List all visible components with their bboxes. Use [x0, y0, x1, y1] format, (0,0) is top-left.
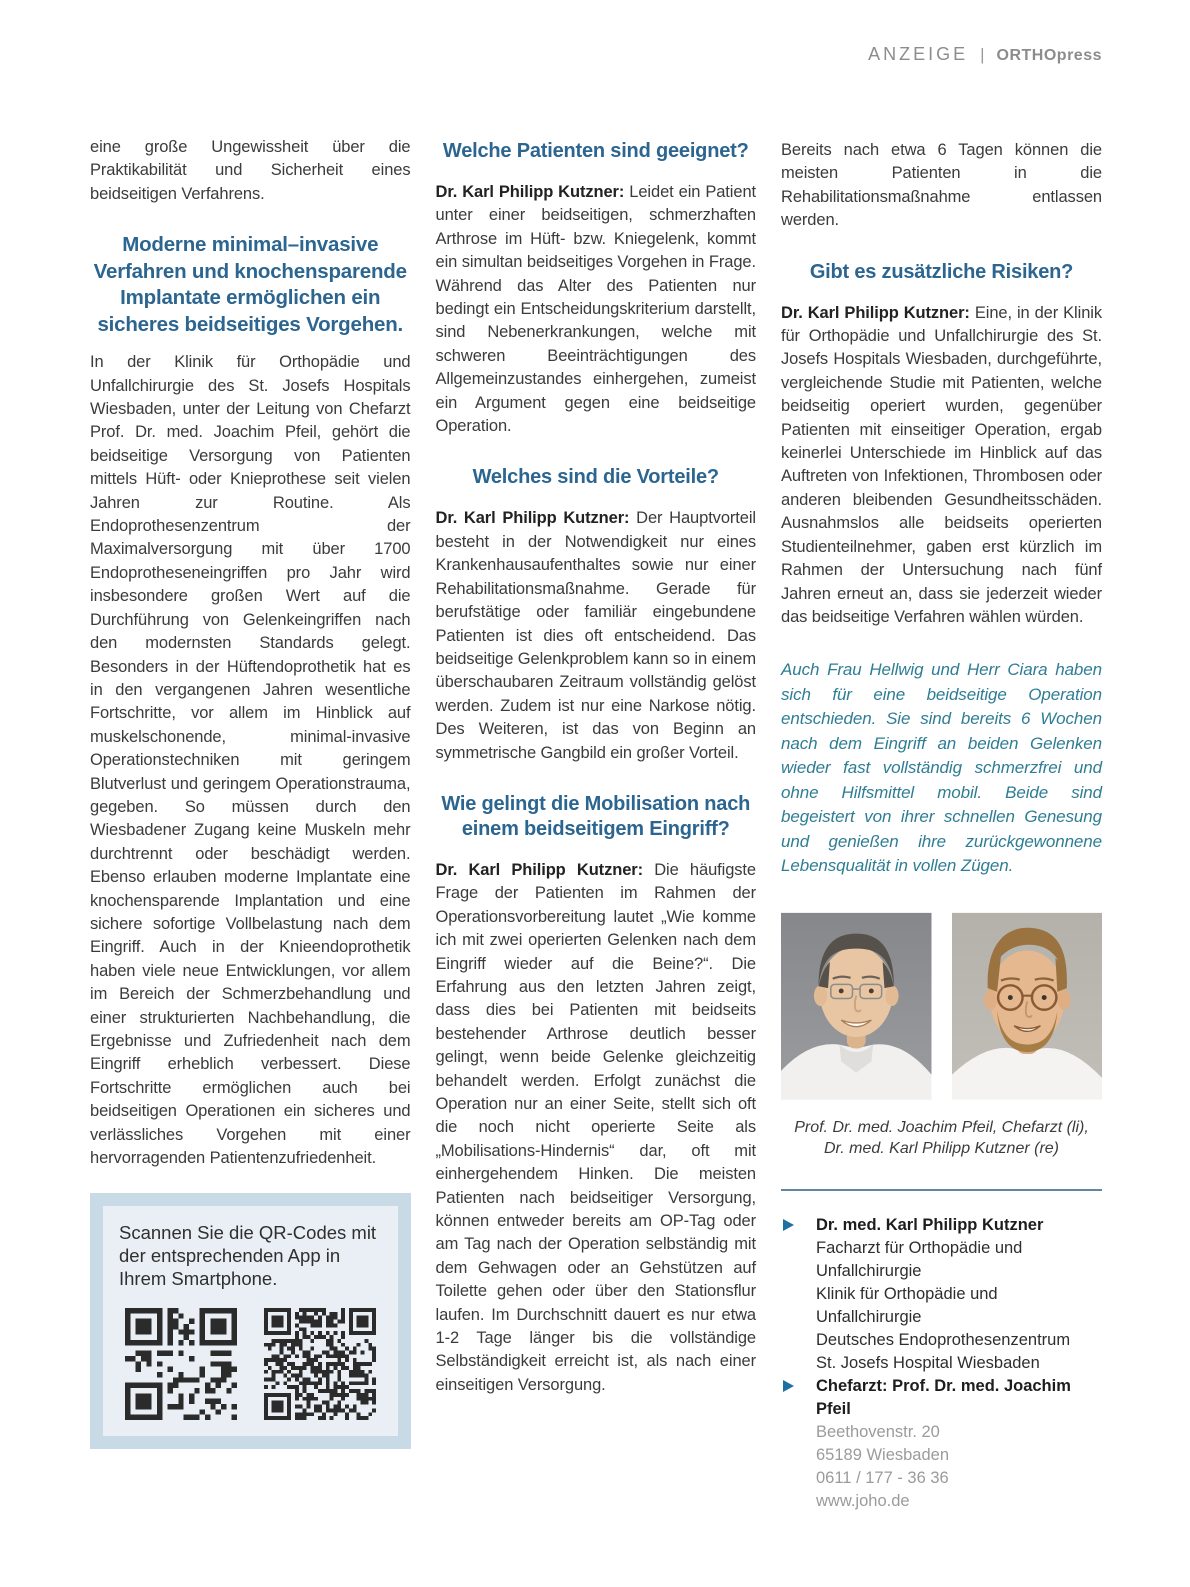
- contact-name-pfeil: Chefarzt: Prof. Dr. med. Joachim Pfeil: [781, 1375, 1102, 1421]
- answer-text: Der Hauptvorteil besteht in der Notwendigkeit nur eines Krankenhausaufenthaltes sowie nur einer Rehabilitationsmaßnahme. Gerade für berufstätige oder familiär eingebundene Patienten ist dies oft entscheidend. Das beidseitige Gelenkproblem kann so in einem überschaubaren Zeitraum vollständig gelöst werden. Zudem ist nur eine Narkose nötig. Des Weiteren, ist das von Beginn an symmetrische Gangbild ein großer Vorteil.: [435, 509, 756, 762]
- contact-block: [781, 1214, 1102, 1513]
- answer-paragraph: [781, 302, 1102, 630]
- photo-caption: [781, 1117, 1102, 1160]
- answer-text: Die häufigste Frage der Patienten im Rahmen der Operationsvorbereitung lautet „Wie komme ich mit zwei operierten Gelenken nach dem Eingriff wieder auf die Beine?“. Die Erfahrung aus den letzten Jahren zeigt, dass dies bei Patienten mit beidseits bestehender Arthrose deutlich besser gelingt, wenn beide Gelenke gleichzeitig behandelt werden. Erfolgt zunächst die Operation nur an einer Seite, stellt sich oft die noch nicht operierte Seite als „Mobilisations-Hindernis“ dar, oft mit einhergehendem Hinken. Die meisten Patienten nach beidseitiger Versorgung, können entweder bereits am OP-Tag oder am Tag nach der Operation selbständig mit dem Gehwagen oder an Gehstützen auf Toilette gehen oder über den Stationsflur laufen. Im Durchschnitt dauert es nur etwa 1-2 Tage länger bis die vollständige Selbständigkeit erreicht ist, als nach einer einseitigen Versorgung.: [435, 860, 756, 1394]
- contact-center: Deutsches Endoprothesenzentrum: [816, 1330, 1071, 1349]
- intro-paragraph: eine große Ungewissheit über die Praktikabilität und Sicherheit eines beidseitigen Verfahrens.: [90, 138, 411, 203]
- qr-codes: [119, 1308, 382, 1420]
- article-columns: [90, 136, 1102, 1513]
- contact-role: Facharzt für Orthopädie und Unfallchirurgie: [816, 1238, 1023, 1280]
- doctor-photos: [781, 907, 1102, 1105]
- body-paragraph: In der Klinik für Orthopädie und Unfallchirurgie des St. Josefs Hospitals Wiesbaden, unter der Leitung von Chefarzt Prof. Dr. med. Joachim Pfeil, gehört die beidseitige Versorgung von Patienten mittels Hüft- oder Knieprothese seit vielen Jahren zur Routine. Als Endoprothesenzentrum der Maximalversorgung mit über 1700 Endoprotheseneingriffen pro Jahr wird insbesondere großen Wert auf die Durchführung von Gelenkeingriffen nach den modernsten Standards gelegt. Besonders in der Hüftendoprothetik hat es in den vergangenen Jahren wesentliche Fortschritte, vor allem im Hinblick auf muskelschonende, minimal-invasive Operationstechniken mit geringem Blutverlust und geringem Operationstrauma, gegeben. So müssen durch den Wiesbadener Zugang keine Muskeln mehr durchtrennt oder beschädigt werden. Ebenso erlauben moderne Implantate eine knochensparende Implantation und eine sichere sofortige Vollbelastung nach dem Eingriff. Auch in der Knieendoprothetik haben viele neue Entwicklungen, vor allem im Bereich der Schmerzbehandlung und einer strukturierten Nachbehandlung, die Ergebnisse und Zufriedenheit nach dem Eingriff erheblich verbessert. Diese Fortschritte ermöglichen auch bei beidseitigen Operationen ein sicheres und verlässliches Vorgehen mit einer hervorragenden Patientenzufriedenheit.: [90, 353, 411, 1168]
- page-header: [868, 44, 1102, 65]
- photo-joachim-pfeil: [781, 907, 932, 1105]
- column-3: [781, 136, 1102, 1513]
- qr-code-left: [125, 1308, 237, 1420]
- caption-line-1: Prof. Dr. med. Joachim Pfeil, Chefarzt (li),: [794, 1118, 1089, 1136]
- contact-hospital: St. Josefs Hospital Wiesbaden: [816, 1353, 1040, 1372]
- contact-divider: [781, 1189, 1102, 1191]
- arrow-icon: [783, 1380, 794, 1392]
- speaker-name: Dr. Karl Philipp Kutzner:: [435, 860, 643, 879]
- contact-phone: 0611 / 177 - 36 36: [816, 1468, 949, 1487]
- answer-paragraph: [436, 507, 757, 764]
- header-separator: |: [980, 45, 985, 64]
- anzeige-label: ANZEIGE: [868, 44, 969, 64]
- answer-text: Eine, in der Klinik für Orthopädie und Unfallchirurgie des St. Josefs Hospitals Wiesbaden, durchgeführte, vergleichende Studie mit Patienten, welche beidseitig operiert wurden, gegenüber Patienten mit einseitiger Operation, ergab keinerlei Unterschiede im Hinblick auf das Auftreten von Infektionen, Thrombosen oder anderen bleibenden Gesundheitsschäden. Ausnahmslos alle beidseits operierten Studienteilnehmer, gaben erst kürzlich im Rahmen der Untersuchung nach fünf Jahren erneut an, dass sie jederzeit wieder das beidseitige Verfahren wählen würden.: [781, 303, 1102, 626]
- column-1: [90, 136, 411, 1513]
- continuation-paragraph: Bereits nach etwa 6 Tagen können die meisten Patienten in die Rehabilitationsmaßnahme entlassen werden.: [781, 141, 1102, 230]
- pull-quote: Moderne minimal–invasive Verfahren und knochensparende Implantate ermöglichen ein sicheres beidseitiges Vorgehen.: [93, 233, 407, 336]
- photo-karl-philipp-kutzner: [952, 907, 1103, 1105]
- question-heading: Welche Patienten sind geeignet?: [442, 140, 749, 162]
- qr-instruction-text: Scannen Sie die QR-Codes mit der entsprechenden App in Ihrem Smartphone.: [119, 1222, 377, 1290]
- contact-name-kutzner: Dr. med. Karl Philipp Kutzner: [781, 1214, 1102, 1237]
- speaker-name: Dr. Karl Philipp Kutzner:: [435, 509, 630, 528]
- qa-section-mobilisation: [436, 792, 757, 1397]
- qa-section-advantages: [436, 465, 757, 764]
- contact-website: www.joho.de: [816, 1491, 910, 1510]
- qr-code-right: [264, 1308, 376, 1420]
- caption-line-2: Dr. med. Karl Philipp Kutzner (re): [823, 1140, 1060, 1158]
- qa-section-patients: [436, 139, 757, 438]
- column-2: [436, 136, 757, 1513]
- question-heading: Gibt es zusätzliche Risiken?: [809, 260, 1074, 283]
- qr-box-inner: [103, 1206, 398, 1436]
- contact-city: 65189 Wiesbaden: [816, 1445, 950, 1464]
- answer-paragraph: [436, 859, 757, 1397]
- answer-text: Leidet ein Patient unter einer beidseitigen, schmerzhaften Arthrose im Hüft- bzw. Kniegelenk, kommt ein simultan beidseitiges Vorgehen in Frage. Während das Alter des Patienten nur bedingt ein Entscheidungskriterium darstellt, sind Nebenerkrankungen, welche mit schweren Beeinträchtigungen des Allgemeinzustandes einhergehen, zumeist ein Argument gegen eine beidseitige Operation.: [435, 183, 756, 436]
- testimonial-paragraph: Auch Frau Hellwig und Herr Ciara haben sich für eine beidseitige Operation entschieden. Sie sind bereits 6 Wochen nach dem Eingriff an beiden Gelenken wieder fast vollständig schmerzfrei und ohne Hilfsmittel mobil. Beide sind begeistert von ihrer schnellen Genesung und genießen ihre zurückgewonnene Lebensqualität in vollen Zügen.: [781, 660, 1102, 876]
- arrow-icon: [783, 1219, 794, 1231]
- question-heading: Wie gelingt die Mobilisation nach einem beidseitigem Eingriff?: [441, 792, 751, 840]
- contact-clinic: Klinik für Orthopädie und Unfallchirurgie: [816, 1284, 998, 1326]
- brand-label: ORTHOpress: [996, 47, 1102, 64]
- qr-box: [90, 1193, 411, 1449]
- contact-street: Beethovenstr. 20: [816, 1422, 940, 1441]
- question-heading: Welches sind die Vorteile?: [472, 466, 719, 489]
- answer-paragraph: [436, 181, 757, 438]
- speaker-name: Dr. Karl Philipp Kutzner:: [781, 303, 970, 322]
- speaker-name: Dr. Karl Philipp Kutzner:: [435, 183, 625, 201]
